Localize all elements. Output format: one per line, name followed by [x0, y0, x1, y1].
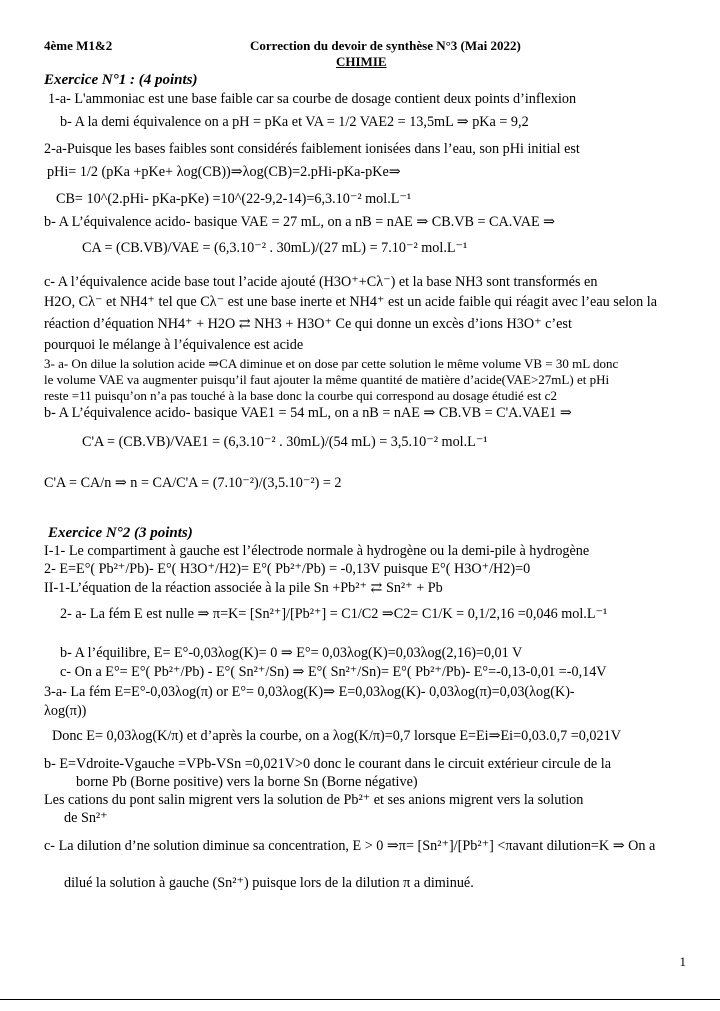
class-level: 4ème M1&2	[44, 38, 113, 53]
ex1-line: C'A = (CB.VB)/VAE1 = (6,3.10⁻² . 30mL)/(54 mL) = 3,5.10⁻² mol.L⁻¹	[82, 434, 488, 450]
ex2-line: b- A l’équilibre, E= E°-0,03λog(K)= 0 ⇒ E°= 0,03λog(K)=0,03λog(2,16)=0,01 V	[60, 645, 523, 661]
ex2-line: c- On a E°= E°( Pb²⁺/Pb) - E°( Sn²⁺/Sn) ⇒ E°( Sn²⁺/Sn)= E°( Pb²⁺/Pb)- E°=-0,13-0,01 =-0,14V	[60, 664, 607, 680]
ex1-line: réaction d’équation NH4⁺ + H2O ⇄ NH3 + H3O⁺ Ce qui donne un excès d’ions H3O⁺ c’est	[44, 316, 572, 332]
ex1-line: CA = (CB.VB)/VAE = (6,3.10⁻² . 30mL)/(27 mL) = 7.10⁻² mol.L⁻¹	[82, 240, 468, 256]
ex2-line: borne Pb (Borne positive) vers la borne Sn (Borne négative)	[76, 774, 418, 790]
ex1-line: b- A L’équivalence acido- basique VAE1 = 54 mL, on a nB = nAE ⇒ CB.VB = C'A.VAE1 ⇒	[44, 405, 572, 421]
ex1-line: reste =11 puisqu’on n’a pas touché à la base donc la courbe qui correspond au dosage étudié est c2	[44, 388, 557, 403]
ex2-line: 3-a- La fém E=E°-0,03λog(π) or E°= 0,03λog(K)⇒ E=0,03λog(K)- 0,03λog(π)=0,03(λog(K)-	[44, 684, 575, 700]
ex1-line: C'A = CA/n ⇒ n = CA/C'A = (7.10⁻²)/(3,5.10⁻²) = 2	[44, 475, 342, 491]
exercise-2-title: Exercice N°2 (3 points)	[48, 525, 193, 541]
ex2-line: b- E=Vdroite-Vgauche =VPb-VSn =0,021V>0 donc le courant dans le circuit extérieur circule de la	[44, 756, 612, 772]
ex1-line: c- A l’équivalence acide base tout l’acide ajouté (H3O⁺+Cλ⁻) et la base NH3 sont transformés en	[44, 274, 598, 290]
ex1-line: 3- a- On dilue la solution acide ⇒CA diminue et on dose par cette solution le même volume VB = 30 mL donc	[44, 356, 619, 371]
exercise-1-title: Exercice N°1 : (4 points)	[44, 72, 198, 88]
ex1-line: CB= 10^(2.pHi- pKa-pKe) =10^(22-9,2-14)=6,3.10⁻² mol.L⁻¹	[56, 191, 412, 207]
ex1-line: 2-a-Puisque les bases faibles sont considérés faiblement ionisées dans l’eau, son pHi initial est	[44, 141, 580, 157]
page-divider	[0, 999, 720, 1000]
ex2-line: Donc E= 0,03λog(K/π) et d’après la courbe, on a λog(K/π)=0,7 lorsque E=Ei⇒Ei=0,03.0,7 =0,021V	[52, 728, 621, 744]
subject-heading: CHIMIE	[336, 54, 387, 69]
ex2-line: Les cations du pont salin migrent vers la solution de Pb²⁺ et ses anions migrent vers la solution	[44, 792, 584, 808]
ex2-line: c- La dilution d’ne solution diminue sa concentration, E > 0 ⇒π= [Sn²⁺]/[Pb²⁺] <πavant dilution=K ⇒ On a	[44, 838, 656, 854]
ex1-line: pHi= 1/2 (pKa +pKe+ λog(CB))⇒λog(CB)=2.pHi-pKa-pKe⇒	[47, 164, 401, 180]
ex2-line: de Sn²⁺	[64, 810, 108, 826]
page-number: 1	[679, 954, 686, 969]
ex1-line: 1-a- L'ammoniac est une base faible car sa courbe de dosage contient deux points d’inflexion	[48, 91, 577, 107]
ex2-line: 2- a- La fém E est nulle ⇒ π=K= [Sn²⁺]/[Pb²⁺] = C1/C2 ⇒C2= C1/K = 0,1/2,16 =0,046 mol.L⁻¹	[60, 606, 608, 622]
ex2-line: 2- E=E°( Pb²⁺/Pb)- E°( H3O⁺/H2)= E°( Pb²⁺/Pb) = -0,13V puisque E°( H3O⁺/H2)=0	[44, 561, 531, 577]
ex1-line: b- A la demi équivalence on a pH = pKa et VA = 1/2 VAE2 = 13,5mL ⇒ pKa = 9,2	[60, 114, 529, 130]
ex1-line: le volume VAE va augmenter puisqu’il faut ajouter la même quantité de matière d’acide(VAE>27mL) et pHi	[44, 372, 610, 387]
document-title: Correction du devoir de synthèse N°3 (Mai 2022)	[250, 38, 521, 53]
ex1-line: b- A L’équivalence acido- basique VAE = 27 mL, on a nB = nAE ⇒ CB.VB = CA.VAE ⇒	[44, 214, 556, 230]
ex2-line: dilué la solution à gauche (Sn²⁺) puisque lors de la dilution π a diminué.	[64, 875, 474, 891]
ex2-line: λog(π))	[44, 703, 87, 719]
ex2-line: II-1-L’équation de la réaction associée à la pile Sn +Pb²⁺ ⇄ Sn²⁺ + Pb	[44, 580, 443, 596]
ex1-line: pourquoi le mélange à l’équivalence est acide	[44, 337, 304, 353]
ex1-line: H2O, Cλ⁻ et NH4⁺ tel que Cλ⁻ est une base inerte et NH4⁺ est un acide faible qui réagit avec l’eau selon la	[44, 294, 657, 310]
ex2-line: I-1- Le compartiment à gauche est l’électrode normale à hydrogène ou la demi-pile à hydrogène	[44, 543, 590, 559]
